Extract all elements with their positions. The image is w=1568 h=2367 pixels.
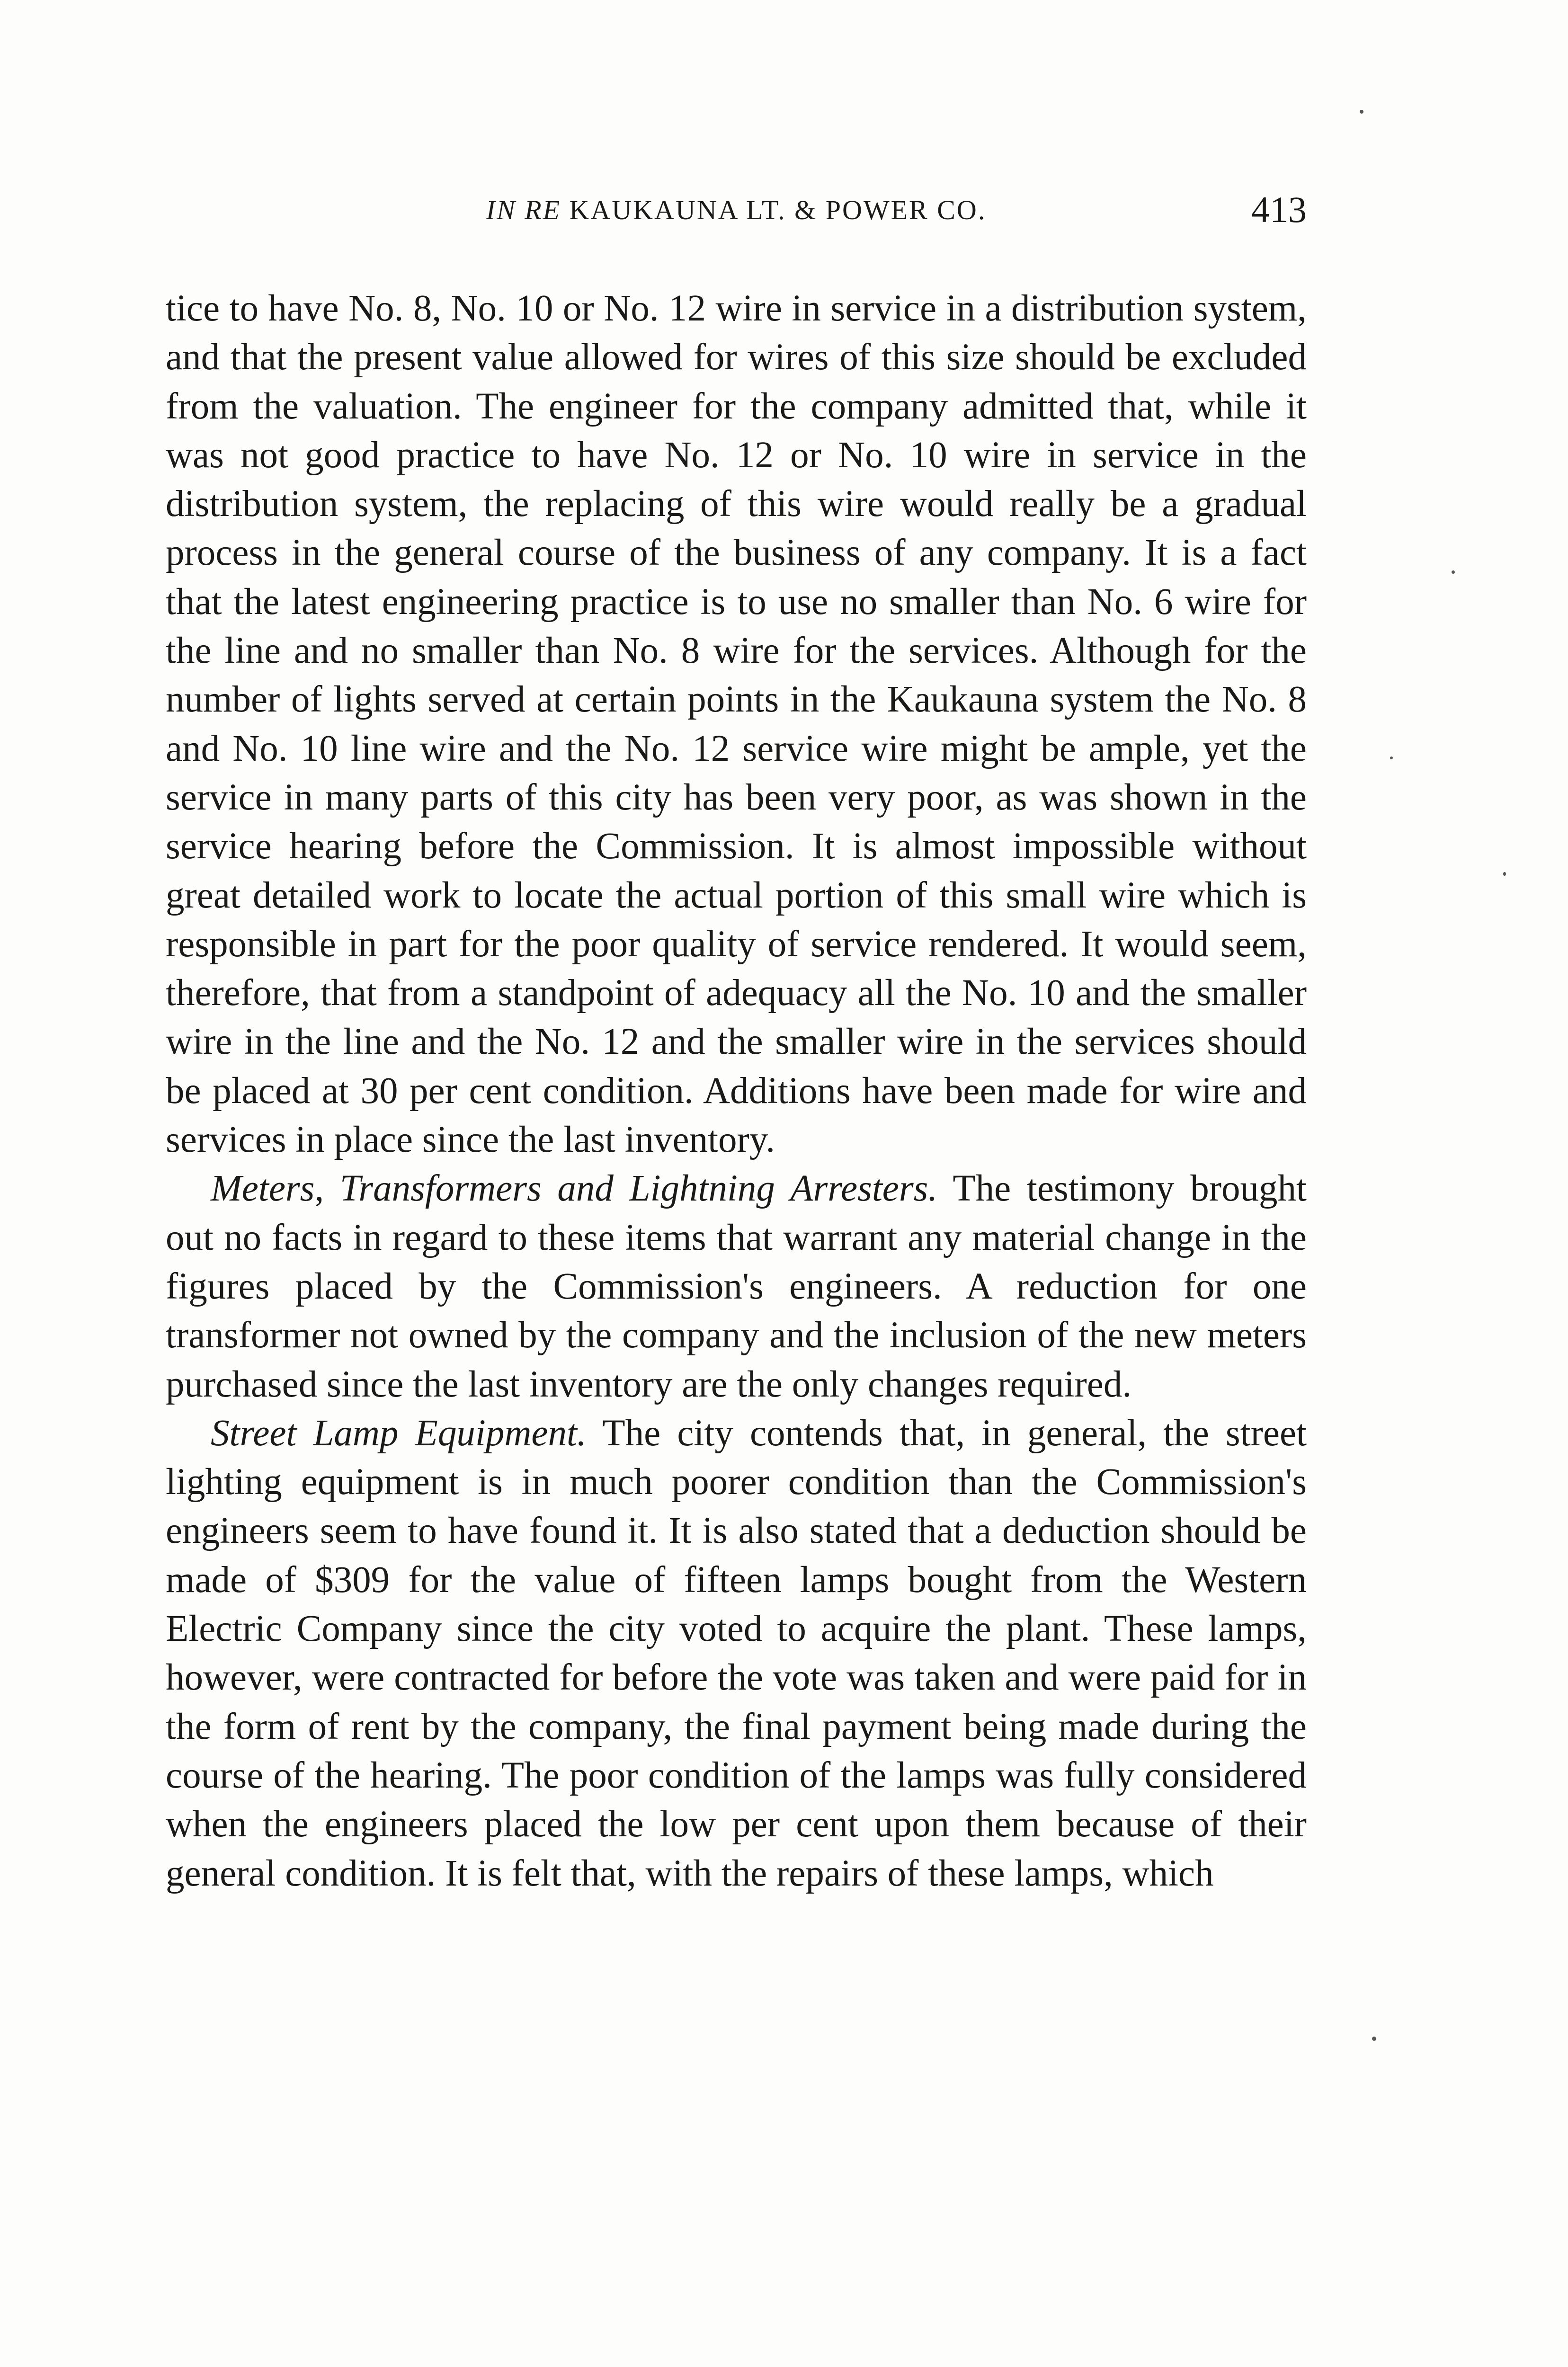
scan-speck — [1452, 570, 1455, 574]
section-heading-street-lamps: Street Lamp Equipment. — [211, 1412, 587, 1454]
page-number: 413 — [1251, 189, 1307, 230]
scan-speck — [1372, 2037, 1376, 2041]
paragraph-meters — [166, 1164, 1307, 1408]
case-name: KAUKAUNA LT. & POWER CO. — [569, 195, 987, 225]
scan-speck — [1360, 110, 1363, 114]
running-header — [166, 188, 1307, 240]
paragraph-street-lamps — [166, 1409, 1307, 1898]
body-text — [166, 284, 1307, 1898]
scan-speck — [1390, 756, 1393, 759]
running-title — [166, 194, 1307, 226]
paragraph-text: The city contends that, in general, the street lighting equipment is in much poorer condition than the Commission's engineers seem to have found it. It is also stated that a deduction should be made of $309 for the value of fifteen lamps bought from the Western Electric Company since the city voted to acquire the plant. These lamps, however, were contracted for before the vote was taken and were paid for in the form of rent by the company, the final payment being made during the course of the hearing. The poor condition of the lamps was fully considered when the engineers placed the low per cent upon them because of their general condition. It is felt that, with the repairs of these lamps, which — [166, 1412, 1307, 1894]
section-heading-meters: Meters, Transformers and Lightning Arresters. — [211, 1168, 938, 1210]
scan-speck — [1503, 872, 1506, 876]
case-prefix: IN RE — [486, 195, 561, 225]
paragraph-text: tice to have No. 8, No. 10 or No. 12 wire in service in a distribution system, and that the present value allowed for wires of this size should be excluded from the valuation. The engineer for the company admitted that, while it was not good practice to have No. 12 or No. 10 wire in service in the distribution system, the replacing of this wire would really be a gradual process in the general course of the business of any company. It is a fact that the latest engineering practice is to use no smaller than No. 6 wire for the line and no smaller than No. 8 wire for the services. Although for the number of lights served at certain points in the Kaukauna system the No. 8 and No. 10 line wire and the No. 12 service wire might be ample, yet the service in many parts of this city has been very poor, as was shown in the service hearing before the Commission. It is almost impossible without great detailed work to locate the actual portion of this small wire which is responsible in part for the poor quality of service rendered. It would seem, therefore, that from a standpoint of adequacy all the No. 10 and the smaller wire in the line and the No. 12 and the smaller wire in the services should be placed at 30 per cent condition. Additions have been made for wire and services in place since the last inventory. — [166, 288, 1307, 1161]
paragraph-text: The testimony brought out no facts in regard to these items that warrant any material change in the figures placed by the Commission's engineers. A reduction for one transformer not owned by the company and the inclusion of the new meters purchased since the last inventory are the only changes required. — [166, 1168, 1307, 1405]
paragraph-wire — [166, 284, 1307, 1164]
